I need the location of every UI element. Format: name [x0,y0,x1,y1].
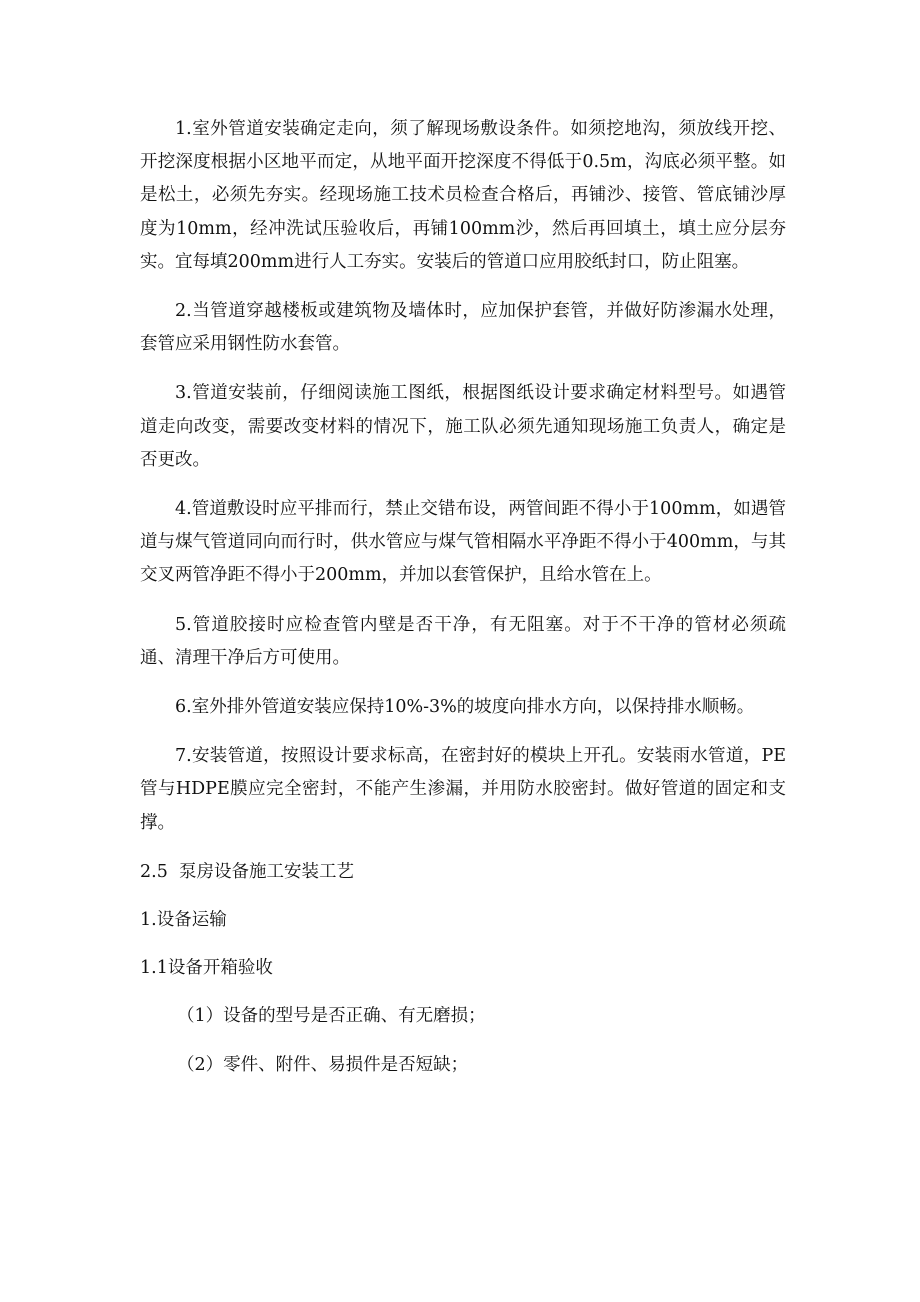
paragraph-7: 7.安装管道，按照设计要求标高，在密封好的模块上开孔。安装雨水管道，PE管与HDPE膜应完全密封，不能产生渗漏，并用防水胶密封。做好管道的固定和支撑。 [140,746,786,833]
list-item: （1）设备的型号是否正确、有无磨损； [177,1006,486,1027]
paragraph-3: 3.管道安装前，仔细阅读施工图纸，根据图纸设计要求确定材料型号。如遇管道走向改变，需要改变材料的情况下，施工队必须先通知现场施工负责人，确定是否更改。 [140,383,786,470]
paragraph-4: 4.管道敷设时应平排而行，禁止交错布设，两管间距不得小于100mm，如遇管道与煤气管道同向而行时，供水管应与煤气管相隔水平净距不得小于400mm，与其交叉两管净距不得小于200mm，并加以套管保护，且给水管在上。 [140,499,786,586]
paragraph-2: 2.当管道穿越楼板或建筑物及墙体时，应加保护套管，并做好防渗漏水处理，套管应采用钢性防水套管。 [140,301,786,355]
subheading-equipment-transport: 1.设备运输 [140,910,227,931]
paragraph-6: 6.室外排外管道安装应保持10%-3%的坡度向排水方向，以保持排水顺畅。 [175,697,755,718]
section-heading: 2.5 泵房设备施工安装工艺 [140,861,354,882]
subheading-unpacking-inspection: 1.1设备开箱验收 [140,958,273,979]
paragraph-1: 1.室外管道安装确定走向，须了解现场敷设条件。如须挖地沟，须放线开挖、开挖深度根据小区地平而定，从地平面开挖深度不得低于0.5m，沟底必须平整。如是松土，必须先夯实。经现场施工技术员检查合格后，再铺沙、接管、管底铺沙厚度为10mm，经冲洗试压验收后，再铺100mm沙，然后再回填土，填土应分层夯实。宜每填200mm进行人工夯实。安装后的管道口应用胶纸封口，防止阻塞。 [140,119,786,272]
document-body [140,113,786,1097]
paragraph-5: 5.管道胶接时应检查管内壁是否干净，有无阻塞。对于不干净的管材必须疏通、清理干净后方可使用。 [140,614,786,668]
list-item: （2）零件、附件、易损件是否短缺； [177,1054,469,1075]
